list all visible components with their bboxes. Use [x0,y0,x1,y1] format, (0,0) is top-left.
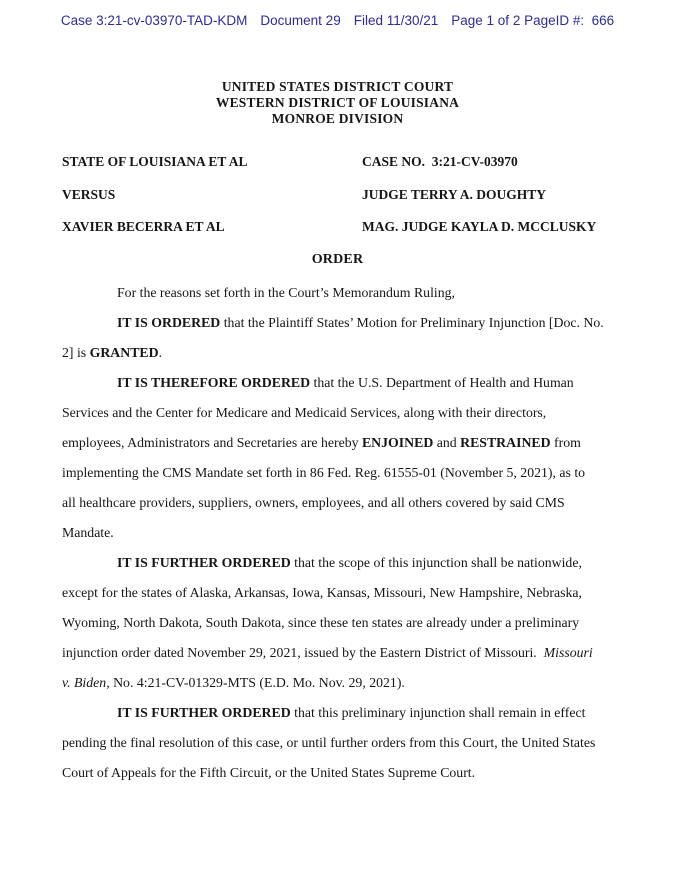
bold-text: IT IS FURTHER ORDERED [117,554,291,570]
body-line [62,368,625,398]
order-heading: ORDER [311,251,364,267]
body-line [62,638,625,668]
caption [0,154,675,235]
caption-case-info: JUDGE TERRY A. DOUGHTY [362,186,547,202]
bold-text: IT IS THEREFORE ORDERED [117,374,311,390]
bold-text: IT IS ORDERED [117,314,221,330]
italic-text: v. Biden [62,674,107,690]
paragraph [62,278,625,308]
text: employees, Administrators and Secretaries are hereby [62,434,362,450]
case-stamp-header [0,0,675,29]
text: injunction order dated November 29, 2021, issued by the Eastern District of Missouri. [62,644,544,660]
text: Mandate. [62,524,114,540]
body-line [62,458,625,488]
caption-row [62,219,619,235]
text: that this preliminary injunction shall remain in effect [290,704,586,720]
bold-text: RESTRAINED [460,434,551,450]
italic-text: Missouri [543,644,593,660]
text: pending the final resolution of this case, or until further orders from this Court, the United States [62,734,596,750]
body-line [62,398,625,428]
paragraph [62,548,625,698]
body-line [62,578,625,608]
text: Court of Appeals for the Fifth Circuit, or the United States Supreme Court. [62,764,476,780]
body-line [62,608,625,638]
text: that the U.S. Department of Health and Human [310,374,574,390]
text: except for the states of Alaska, Arkansas, Iowa, Kansas, Missouri, New Hampshire, Nebraska, [62,584,582,600]
stamp-page-id: Page 1 of 2 PageID #: 666 [451,13,615,28]
text: all healthcare providers, suppliers, owners, employees, and all others covered by said CMS [62,494,565,510]
text: Wyoming, North Dakota, South Dakota, since these ten states are already under a preliminary [62,614,580,630]
text: 2] is [62,344,90,360]
stamp-case-number: Case 3:21-cv-03970-TAD-KDM [60,13,248,28]
body-line [62,728,625,758]
court-title-line-2: WESTERN DISTRICT OF LOUISIANA [215,95,460,110]
body-line [62,338,625,368]
paragraph [62,308,625,368]
text: . [158,344,163,360]
body-line [62,518,625,548]
paragraph [62,368,625,548]
court-title-line-1: UNITED STATES DISTRICT COURT [221,79,454,94]
bold-text: IT IS FURTHER ORDERED [117,704,291,720]
body-line [62,488,625,518]
order-body [0,278,675,788]
caption-party: VERSUS [62,186,116,202]
text: Services and the Center for Medicare and Medicaid Services, along with their directors, [62,404,547,420]
body-line [62,278,625,308]
stamp-filed-date: Filed 11/30/21 [353,13,439,28]
text: that the scope of this injunction shall be nationwide, [290,554,582,570]
caption-row [62,154,619,170]
caption-party: XAVIER BECERRA ET AL [62,219,225,234]
caption-case-info: MAG. JUDGE KAYLA D. MCCLUSKY [362,219,597,234]
body-line [62,698,625,728]
bold-text: GRANTED [89,344,159,360]
body-line [62,548,625,578]
text: that the Plaintiff States’ Motion for Preliminary Injunction [Doc. No. [220,314,604,330]
court-title-line-3: MONROE DIVISION [271,111,404,126]
text: For the reasons set forth in the Court’s Memorandum Ruling, [117,284,455,300]
bold-text: ENJOINED [361,434,434,450]
caption-row [62,187,619,203]
body-line [62,308,625,338]
text: from [550,434,581,450]
court-title [0,79,675,127]
stamp-document-number: Document 29 [260,13,341,28]
text: and [433,434,461,450]
paragraph [62,698,625,788]
text: , No. 4:21-CV-01329-MTS (E.D. Mo. Nov. 29, 2021). [106,674,405,690]
caption-case-info: CASE NO. 3:21-CV-03970 [362,154,518,169]
body-line [62,668,625,698]
body-line [62,428,625,458]
caption-party: STATE OF LOUISIANA ET AL [62,154,248,169]
text: implementing the CMS Mandate set forth in 86 Fed. Reg. 61555-01 (November 5, 2021), as to [62,464,586,480]
body-line [62,758,625,788]
